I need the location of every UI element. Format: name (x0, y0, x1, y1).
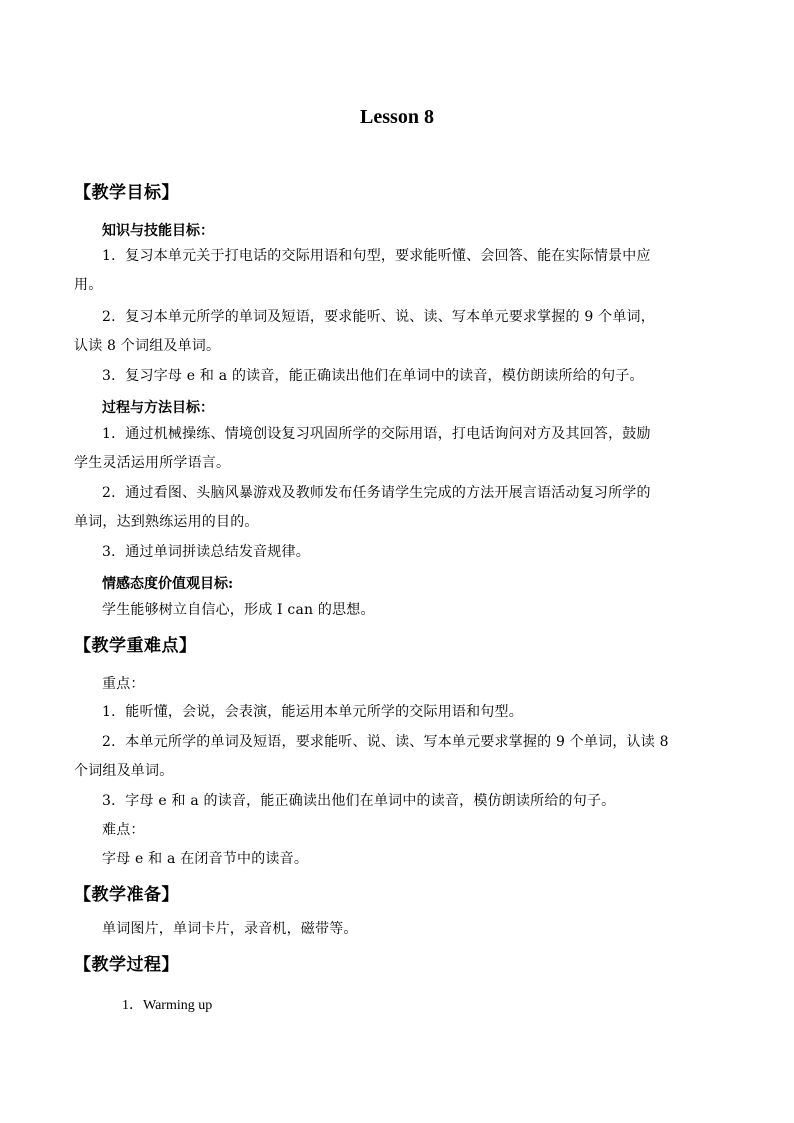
key-focus-item-2b: 个词组及单词。 (74, 763, 174, 779)
subheading-knowledge: 知识与技能目标： (102, 223, 214, 239)
section-heading-procedure: 【教学过程】 (74, 955, 179, 975)
procedure-step-1: 1．Warming up (122, 998, 213, 1013)
goal-knowledge-item-2b: 认读 8 个词组及单词。 (74, 338, 221, 354)
preparation-text: 单词图片，单词卡片，录音机，磁带等。 (102, 921, 358, 937)
goal-process-item-1b: 学生灵活运用所学语言。 (74, 455, 231, 471)
goal-process-item-1a: 1．通过机械操练、情境创设复习巩固所学的交际用语，打电话询问对方及其回答，鼓励 (102, 426, 651, 442)
goal-knowledge-item-1b: 用。 (74, 277, 103, 293)
key-difficulty-label: 难点： (102, 822, 145, 838)
goal-knowledge-item-1a: 1．复习本单元关于打电话的交际用语和句型，要求能听懂、会回答、能在实际情景中应 (102, 248, 651, 264)
goal-process-item-2b: 单词，达到熟练运用的目的。 (74, 514, 259, 530)
section-heading-goals: 【教学目标】 (74, 183, 179, 203)
subheading-emotion: 情感态度价值观目标: (102, 576, 234, 592)
goal-emotion-text: 学生能够树立自信心，形成 I can 的思想。 (102, 602, 375, 618)
section-heading-key-points: 【教学重难点】 (74, 636, 197, 656)
key-focus-item-1: 1．能听懂，会说，会表演，能运用本单元所学的交际用语和句型。 (102, 704, 523, 720)
key-focus-label: 重点： (102, 676, 145, 692)
key-focus-item-2a: 2．本单元所学的单词及短语，要求能听、说、读、写本单元要求掌握的 9 个单词，认读 8 (102, 734, 669, 750)
goal-knowledge-item-2a: 2．复习本单元所学的单词及短语，要求能听、说、读、写本单元要求掌握的 9 个单词， (102, 309, 655, 325)
page-title: Lesson 8 (360, 106, 434, 128)
goal-process-item-2a: 2．通过看图、头脑风暴游戏及教师发布任务请学生完成的方法开展言语活动复习所学的 (102, 485, 651, 501)
key-focus-item-3: 3．字母 e 和 a 的读音，能正确读出他们在单词中的读音，模仿朗读所给的句子。 (102, 793, 616, 809)
key-difficulty-text: 字母 e 和 a 在闭音节中的读音。 (102, 851, 309, 867)
subheading-process: 过程与方法目标： (102, 400, 214, 416)
section-heading-preparation: 【教学准备】 (74, 885, 179, 905)
goal-knowledge-item-3: 3．复习字母 e 和 a 的读音，能正确读出他们在单词中的读音，模仿朗读所给的句子。 (102, 368, 644, 384)
goal-process-item-3: 3．通过单词拼读总结发音规律。 (102, 544, 310, 560)
